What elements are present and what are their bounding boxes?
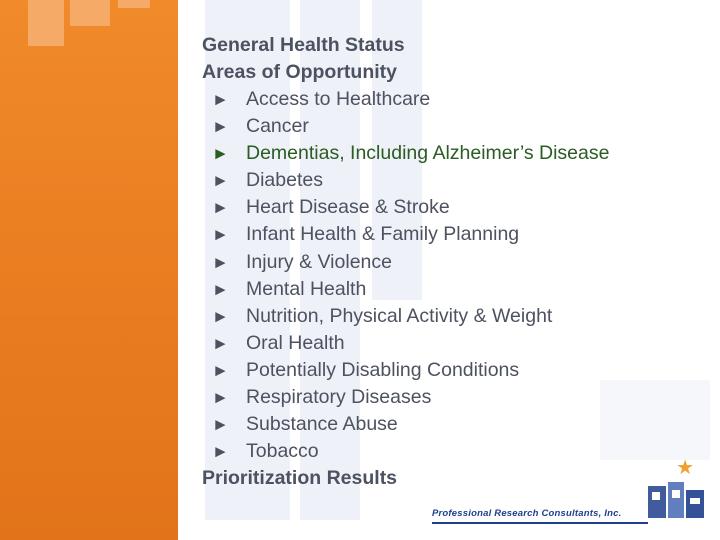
list-item (202, 276, 712, 303)
orange-sidebar (0, 0, 178, 540)
list-item (202, 411, 712, 438)
bullet-arrow-icon: ► (212, 117, 229, 137)
bullet-arrow-icon: ► (212, 279, 229, 299)
star-icon: ★ (676, 457, 694, 479)
bullet-arrow-icon: ► (212, 333, 229, 353)
list-item-text: Infant Health & Family Planning (246, 223, 520, 246)
bullet-arrow-icon: ► (212, 252, 229, 272)
list-item (202, 221, 712, 248)
list-item-text: Nutrition, Physical Activity & Weight (246, 304, 553, 327)
list-item-text: Access to Healthcare (246, 88, 431, 110)
bullet-arrow-icon: ► (212, 306, 229, 326)
bullet-arrow-icon: ► (212, 171, 229, 191)
list-item (202, 303, 712, 330)
list-item-text: Heart Disease & Stroke (246, 196, 450, 219)
heading-areas-of-opportunity: Areas of Opportunity (202, 61, 398, 83)
list-item (202, 357, 712, 384)
list-item (202, 194, 712, 221)
heading-prioritization-results: Prioritization Results (202, 467, 398, 490)
slide-content (202, 32, 712, 492)
list-item (202, 113, 712, 140)
bullet-arrow-icon: ► (212, 144, 229, 164)
prc-logo-mark (648, 478, 706, 520)
list-item-text: Dementias, Including Alzheimer’s Disease (246, 142, 610, 165)
list-item-text: Tobacco (246, 440, 319, 463)
list-item (202, 140, 712, 167)
company-name: Professional Research Consultants, Inc. (432, 508, 622, 519)
list-item-text: Oral Health (246, 331, 345, 354)
list-item (202, 249, 712, 276)
decorative-block (118, 0, 150, 8)
decorative-block (70, 0, 110, 26)
list-item-text: Injury & Violence (246, 250, 392, 273)
bullet-arrow-icon: ► (212, 225, 229, 245)
bullet-arrow-icon: ► (212, 198, 229, 218)
list-item (202, 86, 712, 113)
list-item (202, 167, 712, 194)
bullet-arrow-icon: ► (212, 415, 229, 435)
list-item-text: Potentially Disabling Conditions (246, 358, 520, 381)
bullet-arrow-icon: ► (212, 360, 229, 380)
areas-list (202, 86, 712, 465)
list-item-text: Substance Abuse (246, 413, 398, 436)
list-item-text: Diabetes (246, 169, 323, 192)
bullet-arrow-icon: ► (212, 442, 229, 462)
logo-underline (432, 522, 648, 524)
list-item-text: Respiratory Diseases (246, 386, 432, 409)
list-item (202, 330, 712, 357)
decorative-block (28, 0, 64, 46)
list-item (202, 384, 712, 411)
heading-general-health-status: General Health Status (202, 34, 405, 56)
bullet-arrow-icon: ► (212, 388, 229, 408)
list-item-text: Mental Health (246, 277, 367, 300)
list-item-text: Cancer (246, 115, 309, 138)
company-logo (428, 458, 714, 530)
bullet-arrow-icon: ► (212, 90, 229, 109)
